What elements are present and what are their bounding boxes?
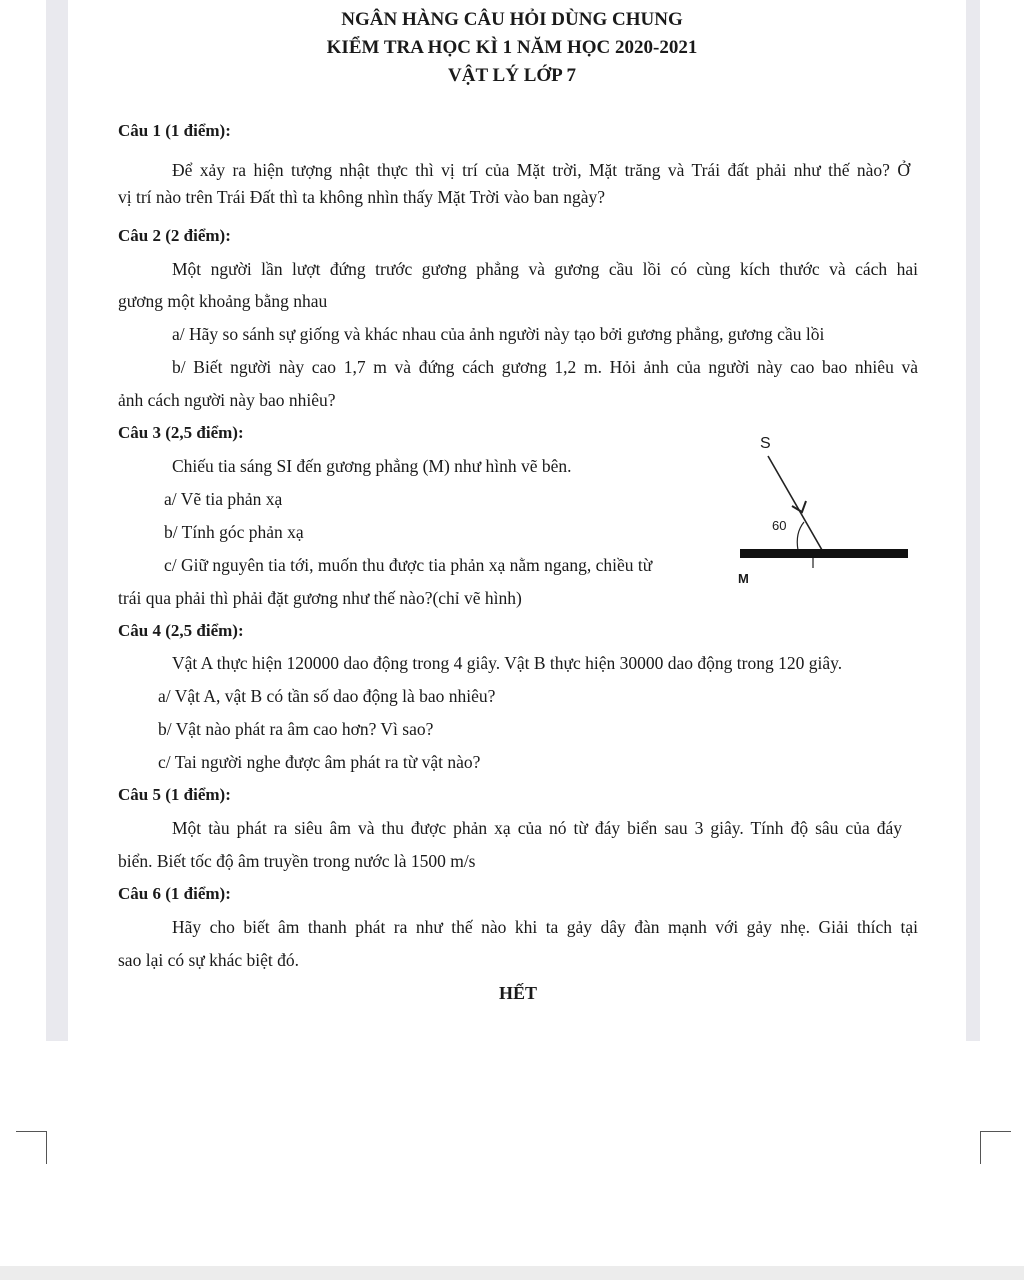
question-6-title: Câu 6 (1 điểm):: [118, 884, 231, 903]
mirror-diagram: [732, 430, 914, 590]
question-3-part-c: c/ Giữ nguyên tia tới, muốn thu được tia phản xạ nằm ngang, chiều từ: [164, 555, 653, 575]
question-6-text-cont: sao lại có sự khác biệt đó.: [118, 950, 300, 970]
question-1-text: Để xảy ra hiện tượng nhật thực thì vị trí của Mặt trời, Mặt trăng và Trái đất phải như thế nào? Ở: [172, 160, 910, 180]
incident-ray: [768, 456, 822, 550]
question-3-title: Câu 3 (2,5 điểm):: [118, 423, 244, 442]
label-m: M: [738, 571, 749, 586]
next-page-corner-right: [980, 1131, 1011, 1164]
question-2-text-cont: gương một khoảng bằng nhau: [118, 291, 328, 311]
label-angle: 60: [772, 518, 787, 533]
question-4-part-a: a/ Vật A, vật B có tần số dao động là bao nhiêu?: [158, 686, 496, 706]
question-2-part-b-cont: ảnh cách người này bao nhiêu?: [118, 390, 336, 410]
mirror-diagram-svg: [732, 430, 914, 590]
question-2-part-a: a/ Hãy so sánh sự giống và khác nhau của ảnh người này tạo bởi gương phẳng, gương cầu lồi: [172, 324, 825, 344]
question-2-text: Một người lần lượt đứng trước gương phẳng và gương cầu lồi có cùng kích thước và cách hai: [172, 259, 918, 279]
question-6-text: Hãy cho biết âm thanh phát ra như thế nào khi ta gảy dây đàn mạnh với gảy nhẹ. Giải thích tại: [172, 917, 918, 937]
bottom-toolbar-strip: [0, 1266, 1024, 1280]
end-marker: HẾT: [498, 983, 537, 1003]
page-left-edge: [46, 0, 68, 1041]
exam-title: KIỂM TRA HỌC KÌ 1 NĂM HỌC 2020-2021: [326, 37, 698, 58]
plane-mirror: [740, 549, 908, 558]
page-right-edge: [966, 0, 980, 1041]
next-page-corner-left: [16, 1131, 47, 1164]
question-3-part-b: b/ Tính góc phản xạ: [164, 522, 304, 542]
question-1-text-cont: vị trí nào trên Trái Đất thì ta không nhìn thấy Mặt Trời vào ban ngày?: [118, 187, 606, 207]
label-s: S: [760, 435, 771, 452]
question-4-part-b: b/ Vật nào phát ra âm cao hơn? Vì sao?: [158, 719, 434, 739]
question-3-part-a: a/ Vẽ tia phản xạ: [164, 489, 283, 509]
question-3-text: Chiếu tia sáng SI đến gương phẳng (M) như hình vẽ bên.: [172, 456, 572, 476]
question-4-part-c: c/ Tai người nghe được âm phát ra từ vật nào?: [158, 752, 481, 772]
subject-title: VẬT LÝ LỚP 7: [448, 65, 576, 86]
question-3-part-c-cont: trái qua phải thì phải đặt gương như thế nào?(chỉ vẽ hình): [118, 588, 522, 608]
document-title: NGÂN HÀNG CÂU HỎI DÙNG CHUNG: [341, 9, 683, 30]
question-4-title: Câu 4 (2,5 điểm):: [118, 621, 244, 640]
question-1-title: Câu 1 (1 điểm):: [118, 121, 231, 140]
question-5-title: Câu 5 (1 điểm):: [118, 785, 231, 804]
question-5-text: Một tàu phát ra siêu âm và thu được phản xạ của nó từ đáy biển sau 3 giây. Tính độ sâu của đáy: [172, 818, 902, 838]
angle-arc: [797, 522, 804, 550]
question-4-text: Vật A thực hiện 120000 dao động trong 4 giây. Vật B thực hiện 30000 dao động trong 120 giây.: [172, 653, 843, 673]
question-2-part-b: b/ Biết người này cao 1,7 m và đứng cách gương 1,2 m. Hỏi ảnh của người này cao bao nhiêu và: [172, 357, 918, 377]
question-2-title: Câu 2 (2 điểm):: [118, 226, 231, 245]
question-5-text-cont: biển. Biết tốc độ âm truyền trong nước là 1500 m/s: [118, 851, 476, 871]
